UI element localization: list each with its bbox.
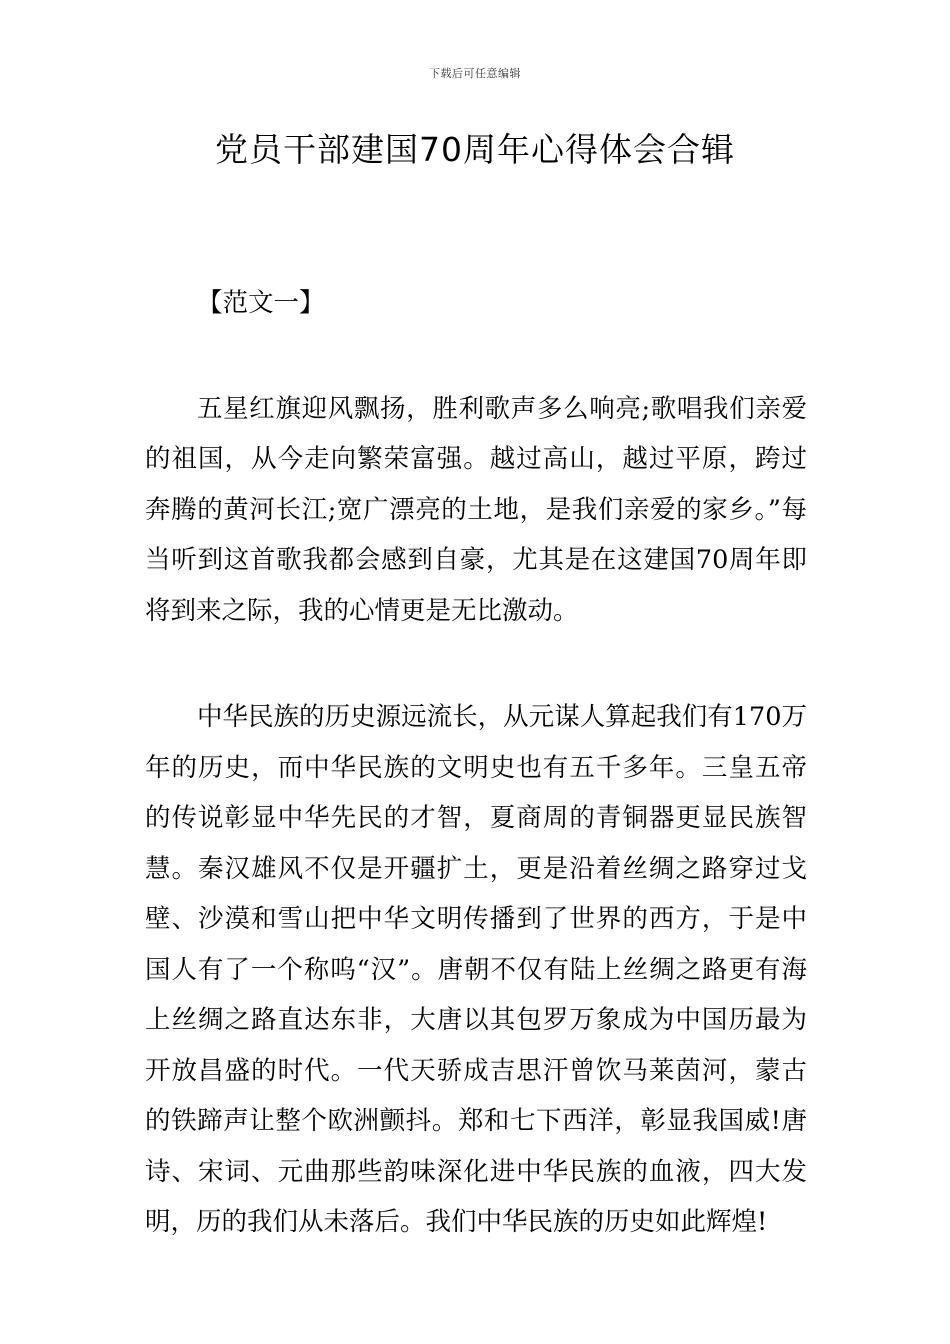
section-label: 【范文一】 xyxy=(197,288,325,318)
document-body xyxy=(145,278,807,1248)
page-header-note: 下载后可任意编辑 xyxy=(429,67,521,80)
paragraph-2: 中华民族的历史源远流长，从元谋人算起我们有170万年的历史，而中华民族的文明史也有五千多年。三皇五帝的传说彰显中华先民的才智，夏商周的青铜器更显民族智慧。秦汉雄风不仅是开疆扩土，更是沿着丝绸之路穿过戈壁、沙漠和雪山把中华文明传播到了世界的西方，于是中国人有了一个称呜“汉”。唐朝不仅有陆上丝绸之路更有海上丝绸之路直达东非，大唐以其包罗万象成为中国历最为开放昌盛的时代。一代天骄成吉思汗曾饮马莱茵河，蒙古的铁蹄声让整个欧洲颤抖。郑和七下西洋，彰显我国威!唐诗、宋词、元曲那些韵味深化进中华民族的血液，四大发明，历的我们从未落后。我们中华民族的历史如此辉煌! xyxy=(145,702,807,1237)
paragraph-1: 五星红旗迎风飘扬，胜利歌声多么响亮;歌唱我们亲爱的祖国，从今走向繁荣富强。越过高山，越过平原，跨过奔腾的黄河长江;宽广漂亮的土地，是我们亲爱的家乡。”每当听到这首歌我都会感到自豪，尤其是在这建国70周年即将到来之际，我的心情更是无比激动。 xyxy=(145,393,807,626)
document-title: 党员干部建国70周年心得体会合辑 xyxy=(215,130,735,169)
